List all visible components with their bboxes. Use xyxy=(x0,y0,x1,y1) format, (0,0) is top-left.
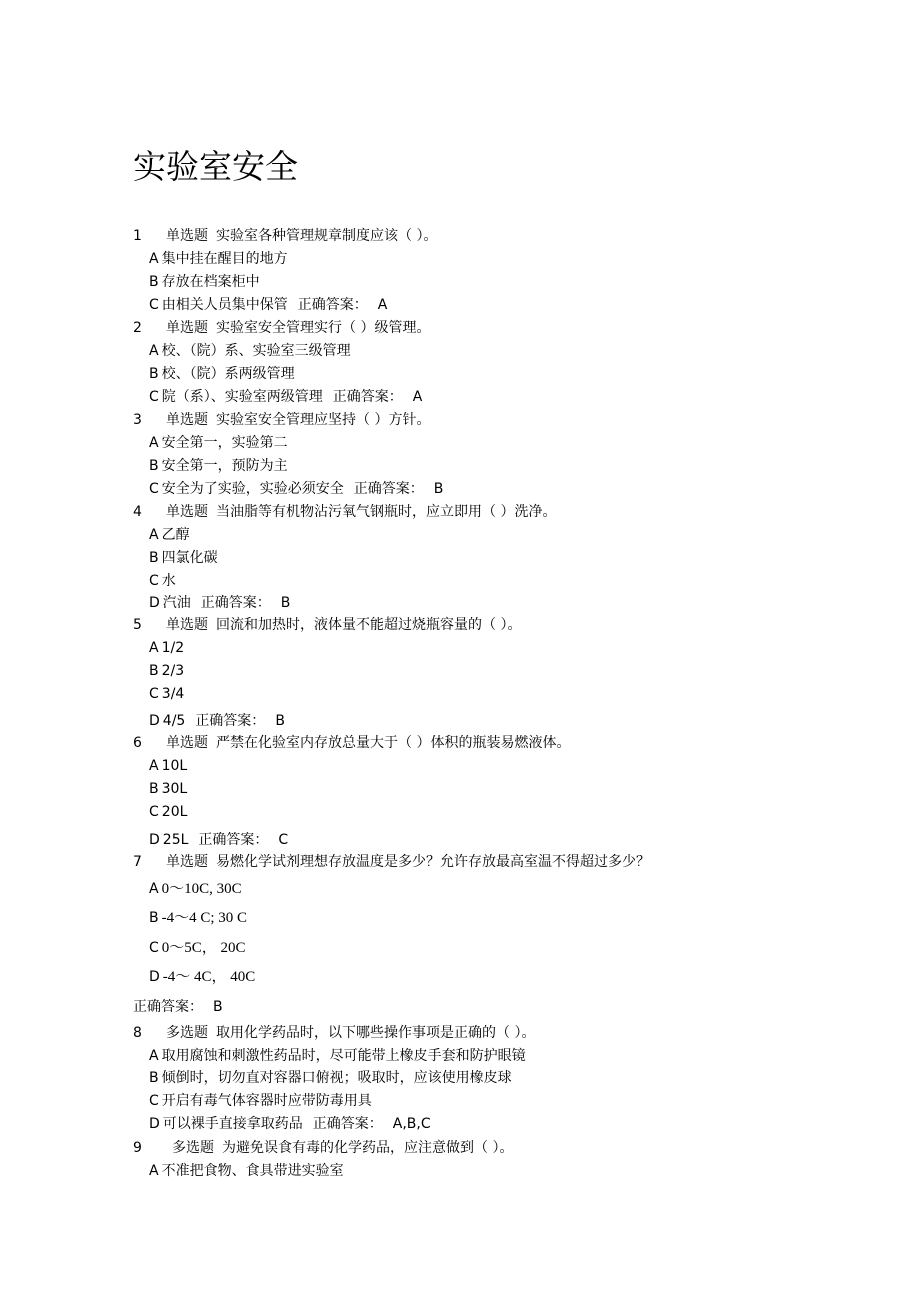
answer-value: C xyxy=(278,832,289,848)
option-6d: D 25L 正确答案： C xyxy=(149,832,289,848)
question-3: 3 单选题 实验室安全管理应坚持（ ）方针。 xyxy=(133,412,431,428)
answer-7: 正确答案： B xyxy=(133,999,223,1015)
question-number: 1 xyxy=(133,228,142,244)
question-1 xyxy=(133,227,437,245)
answer-value: A xyxy=(412,389,423,405)
option-6c: C 20L xyxy=(149,804,188,820)
answer-value: A xyxy=(377,297,388,313)
answer-value: B xyxy=(275,713,285,729)
answer-label: 正确答案： C xyxy=(198,832,289,848)
option-4b: B 四氯化碳 xyxy=(149,550,218,566)
option-5c: C 3/4 xyxy=(149,686,185,702)
answer-label: 正确答案： B xyxy=(200,595,291,611)
option-3a: A 安全第一，实验第二 xyxy=(149,435,288,451)
question-4: 4 单选题 当油脂等有机物沾污氧气钢瓶时，应立即用（ ）洗净。 xyxy=(133,504,557,520)
answer-label: 正确答案： B xyxy=(195,713,285,729)
answer-label: 正确答案： A,B,C xyxy=(312,1116,431,1132)
question-9: 9 多选题 为避免误食有毒的化学药品，应注意做到（ ）。 xyxy=(133,1140,514,1156)
option-2b: B 校、（院）系两级管理 xyxy=(149,366,295,382)
question-type: 单选题 xyxy=(166,228,208,244)
question-text: 实验室各种管理规章制度应该（ ）。 xyxy=(216,228,438,244)
question-8: 8 多选题 取用化学药品时，以下哪些操作事项是正确的（ ）。 xyxy=(133,1025,536,1041)
option-4a: A 乙醇 xyxy=(149,527,190,543)
option-5d: D 4/5 正确答案： B xyxy=(149,713,285,729)
answer-label: 正确答案： A xyxy=(332,389,423,405)
option-1b: B 存放在档案柜中 xyxy=(149,274,260,290)
option-1c: C 由相关人员集中保管 正确答案： A xyxy=(149,297,388,313)
option-6a: A 10L xyxy=(149,758,188,774)
option-9a: A 不准把食物、食具带进实验室 xyxy=(149,1163,344,1179)
question-6: 6 单选题 严禁在化验室内存放总量大于（ ）体积的瓶装易燃液体。 xyxy=(133,735,571,751)
option-5b: B 2/3 xyxy=(149,663,185,679)
option-5a: A 1/2 xyxy=(149,640,185,656)
answer-label: 正确答案： B xyxy=(353,481,444,497)
question-7: 7 单选题 易燃化学试剂理想存放温度是多少？允许存放最高室温不得超过多少？ xyxy=(133,854,650,870)
option-8a: A 取用腐蚀和刺激性药品时，尽可能带上橡皮手套和防护眼镜 xyxy=(149,1048,526,1064)
answer-value: B xyxy=(280,595,291,611)
question-5: 5 单选题 回流和加热时，液体量不能超过烧瓶容量的（ ）。 xyxy=(133,617,522,633)
option-8d: D 可以裸手直接拿取药品 正确答案： A,B,C xyxy=(149,1116,431,1132)
option-3c: C 安全为了实验，实验必须安全 正确答案： B xyxy=(149,481,444,497)
document-title: 实验室安全 xyxy=(133,147,298,186)
answer-value: A,B,C xyxy=(392,1116,431,1132)
option-8b: B 倾倒时，切勿直对容器口俯视；吸取时，应该使用橡皮球 xyxy=(149,1070,512,1086)
option-4d: D 汽油 正确答案： B xyxy=(149,595,291,611)
answer-value: B xyxy=(213,999,223,1015)
option-2a: A 校、（院）系、实验室三级管理 xyxy=(149,343,351,359)
option-4c: C 水 xyxy=(149,573,176,589)
option-7b: B -4～4 C; 30 C xyxy=(149,910,248,926)
option-8c: C 开启有毒气体容器时应带防毒用具 xyxy=(149,1093,372,1109)
option-3b: B 安全第一，预防为主 xyxy=(149,458,288,474)
option-7a: A 0～10C, 30C xyxy=(149,881,242,897)
option-1a: A 集中挂在醒目的地方 xyxy=(149,251,288,267)
answer-label: 正确答案： A xyxy=(297,297,388,313)
answer-value: B xyxy=(433,481,444,497)
option-2c: C 院（系）、实验室两级管理 正确答案： A xyxy=(149,389,423,405)
question-2: 2 单选题 实验室安全管理实行（ ）级管理。 xyxy=(133,320,431,336)
option-7c: C 0～5C， 20C xyxy=(149,940,246,956)
option-6b: B 30L xyxy=(149,781,188,797)
option-7d: D -4～ 4C， 40C xyxy=(149,969,256,985)
